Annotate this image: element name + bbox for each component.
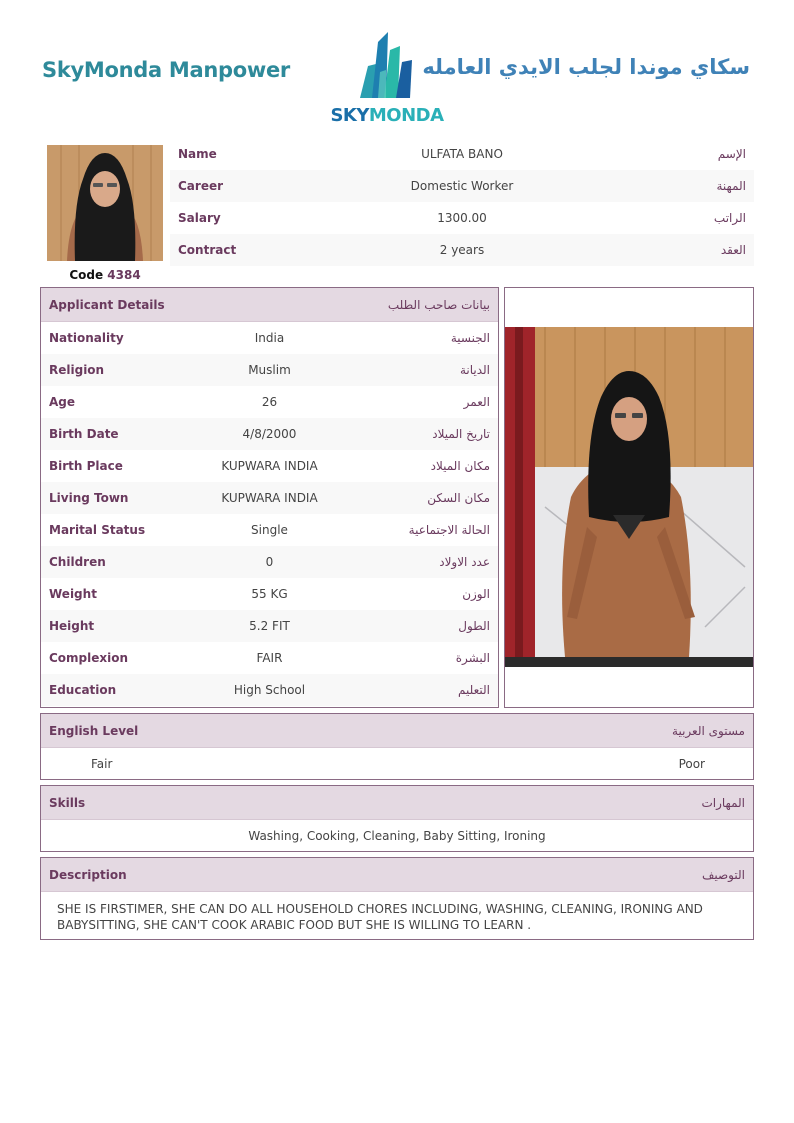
- detail-row-weight: [41, 578, 498, 610]
- skills-panel: [40, 785, 754, 852]
- field-value: ULFATA BANO: [421, 147, 503, 161]
- field-label: Children: [49, 555, 106, 569]
- panel-header: [41, 714, 753, 748]
- field-label: Nationality: [49, 331, 124, 345]
- brand-name-arabic: سكاي موندا لجلب الايدي العامله: [422, 55, 750, 79]
- applicant-full-body-photo: [505, 327, 753, 667]
- skills-list: Washing, Cooking, Cleaning, Baby Sitting, Ironing: [248, 829, 546, 843]
- field-value: 26: [261, 395, 278, 409]
- field-label: Religion: [49, 363, 105, 377]
- field-label-arabic: الوزن: [462, 587, 490, 601]
- summary-row-career: [170, 170, 754, 202]
- detail-row-children: [41, 546, 498, 578]
- code-label: Code: [69, 268, 104, 282]
- page-header: [0, 0, 794, 135]
- field-label-arabic: الديانة: [459, 363, 490, 377]
- panel-header: [41, 858, 753, 892]
- field-value: 4/8/2000: [242, 427, 297, 441]
- panel-header: [41, 786, 753, 820]
- detail-row-religion: [41, 354, 498, 386]
- field-value: KUPWARA INDIA: [221, 491, 318, 505]
- language-level-panel: [40, 713, 754, 780]
- field-value: 5.2 FIT: [249, 619, 290, 633]
- description-text: SHE IS FIRSTIMER, SHE CAN DO ALL HOUSEHOLD CHORES INCLUDING, WASHING, CLEANING, IRONING AND BABYSITTING, SHE CAN'T COOK ARABIC FOOD BUT SHE IS WILLING TO LEARN .: [57, 902, 703, 932]
- panel-title-arabic: التوصيف: [701, 867, 745, 882]
- field-value: 55 KG: [251, 587, 288, 601]
- field-value: High School: [233, 683, 306, 697]
- field-value: Muslim: [248, 363, 291, 377]
- panel-title: English Level: [49, 723, 139, 738]
- panel-title: Applicant Details: [49, 297, 165, 312]
- panel-header: [41, 288, 498, 322]
- applicant-portrait-photo: [47, 145, 163, 261]
- detail-row-education: [41, 674, 498, 706]
- field-label-arabic: مكان السكن: [427, 491, 490, 505]
- summary-row-name: [170, 138, 754, 170]
- detail-row-marital-status: [41, 514, 498, 546]
- arabic-level-value: Poor: [678, 757, 705, 771]
- field-value: Single: [251, 523, 288, 537]
- field-label-arabic: الإسم: [717, 147, 746, 161]
- panel-title-arabic: مستوى العربية: [672, 723, 745, 738]
- panel-title-arabic: المهارات: [701, 795, 745, 810]
- detail-row-nationality: [41, 322, 498, 354]
- field-label: Salary: [178, 211, 221, 225]
- detail-row-height: [41, 610, 498, 642]
- field-label-arabic: التعليم: [458, 683, 490, 697]
- field-label-arabic: الحالة الاجتماعية: [408, 523, 490, 537]
- field-value: 2 years: [439, 243, 485, 257]
- panel-title: Description: [49, 867, 127, 882]
- field-label-arabic: العمر: [463, 395, 490, 409]
- applicant-details-panel: [40, 287, 499, 708]
- field-label: Weight: [49, 587, 97, 601]
- english-level-value: Fair: [91, 757, 113, 771]
- description-panel: [40, 857, 754, 940]
- full-body-photo-panel: [504, 287, 754, 708]
- panel-title: Skills: [49, 795, 86, 810]
- panel-title-arabic: بيانات صاحب الطلب: [387, 297, 490, 312]
- field-label-arabic: البشرة: [455, 651, 490, 665]
- logo-wordmark: SKYMONDA: [330, 105, 444, 126]
- field-label: Name: [178, 147, 217, 161]
- field-label-arabic: عدد الاولاد: [439, 555, 490, 569]
- code-value: 4384: [107, 268, 141, 282]
- detail-row-birth-place: [41, 450, 498, 482]
- field-label: Living Town: [49, 491, 129, 505]
- field-label-arabic: المهنة: [716, 179, 746, 193]
- field-label-arabic: الراتب: [713, 211, 746, 225]
- detail-row-age: [41, 386, 498, 418]
- field-label: Marital Status: [49, 523, 146, 537]
- applicant-code: [47, 268, 163, 282]
- field-value: 1300.00: [437, 211, 487, 225]
- field-value: FAIR: [256, 651, 283, 665]
- detail-row-living-town: [41, 482, 498, 514]
- detail-row-complexion: [41, 642, 498, 674]
- field-value: KUPWARA INDIA: [221, 459, 318, 473]
- summary-row-salary: [170, 202, 754, 234]
- summary-table: [170, 138, 754, 266]
- field-label: Height: [49, 619, 95, 633]
- field-label: Complexion: [49, 651, 129, 665]
- field-label-arabic: الجنسية: [450, 331, 490, 345]
- field-label: Education: [49, 683, 117, 697]
- field-label: Contract: [178, 243, 237, 257]
- field-value: Domestic Worker: [410, 179, 514, 193]
- field-value: 0: [265, 555, 274, 569]
- field-label: Birth Place: [49, 459, 123, 473]
- language-level-values: [41, 748, 753, 780]
- detail-row-birth-date: [41, 418, 498, 450]
- field-label: Age: [49, 395, 76, 409]
- summary-row-contract: [170, 234, 754, 266]
- field-label-arabic: مكان الميلاد: [430, 459, 490, 473]
- field-label-arabic: العقد: [720, 243, 746, 257]
- field-label: Birth Date: [49, 427, 119, 441]
- field-value: India: [254, 331, 285, 345]
- field-label-arabic: تاريخ الميلاد: [432, 427, 490, 441]
- field-label-arabic: الطول: [458, 619, 490, 633]
- brand-name-english: SkyMonda Manpower: [42, 58, 290, 82]
- field-label: Career: [178, 179, 224, 193]
